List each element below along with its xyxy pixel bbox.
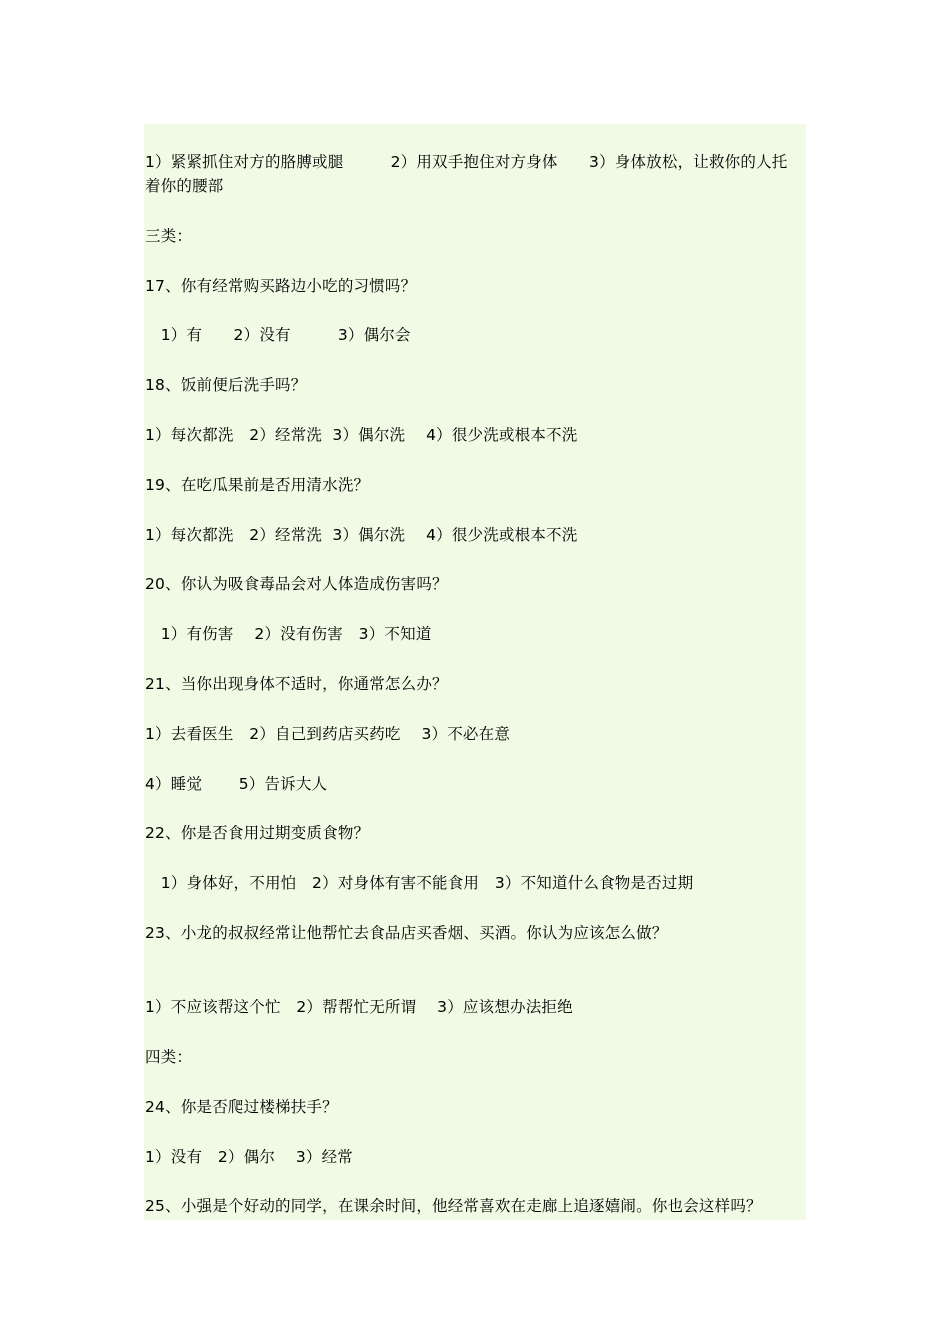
answer-options-23: 1）不应该帮这个忙 2）帮帮忙无所谓 3）应该想办法拒绝 [145,998,573,1016]
question-21: 21、当你出现身体不适时，你通常怎么办？ [145,675,448,693]
section-heading-4: 四类： [145,1048,193,1066]
answer-options-24: 1）没有 2）偶尔 3）经常 [145,1148,354,1166]
question-22: 22、你是否食用过期变质食物？ [145,824,370,842]
question-24: 24、你是否爬过楼梯扶手？ [145,1098,338,1116]
section-heading-3: 三类： [145,227,193,245]
answer-options-16-continued: 着你的腰部 [145,177,224,195]
answer-options-18: 1）每次都洗 2）经常洗 3）偶尔洗 4）很少洗或根本不洗 [145,426,578,444]
question-25: 25、小强是个好动的同学，在课余时间，他经常喜欢在走廊上追逐嬉闹。你也会这样吗？ [145,1197,762,1215]
question-17: 17、你有经常购买路边小吃的习惯吗？ [145,277,417,295]
answer-options-21a: 1）去看医生 2）自己到药店买药吃 3）不必在意 [145,725,511,743]
answer-options-19: 1）每次都洗 2）经常洗 3）偶尔洗 4）很少洗或根本不洗 [145,526,578,544]
question-20: 20、你认为吸食毒品会对人体造成伤害吗？ [145,575,448,593]
question-23: 23、小龙的叔叔经常让他帮忙去食品店买香烟、买酒。你认为应该怎么做？ [145,924,668,942]
answer-options-22: 1）身体好，不用怕 2）对身体有害不能食用 3）不知道什么食物是否过期 [145,874,694,892]
question-19: 19、在吃瓜果前是否用清水洗？ [145,476,370,494]
answer-options-16: 1）紧紧抓住对方的胳膊或腿 2）用双手抱住对方身体 3）身体放松，让救你的人托 [145,153,788,171]
question-18: 18、饭前便后洗手吗？ [145,376,307,394]
answer-options-20: 1）有伤害 2）没有伤害 3）不知道 [145,625,432,643]
answer-options-17: 1）有 2）没有 3）偶尔会 [145,326,411,344]
answer-options-21b: 4）睡觉 5）告诉大人 [145,775,328,793]
